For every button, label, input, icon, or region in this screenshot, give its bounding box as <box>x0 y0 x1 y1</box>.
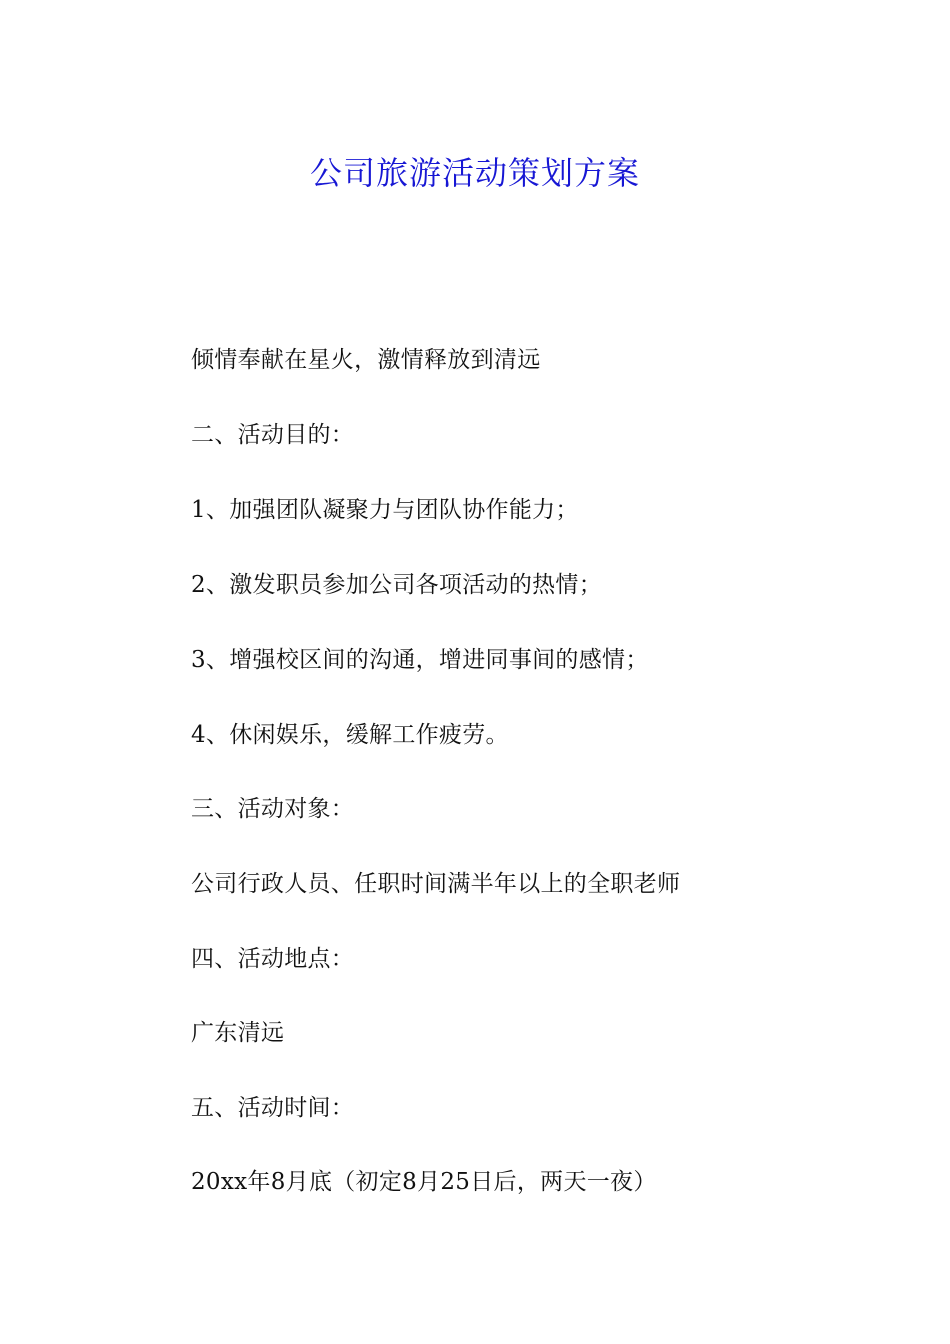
location-text: 广东清远 <box>191 1020 285 1046</box>
time-text: 20xx年8月底（初定8月25日后，两天一夜） <box>191 1169 657 1195</box>
section-heading-time: 五、活动时间： <box>191 1095 355 1121</box>
purpose-item-2: 2、激发职员参加公司各项活动的热情； <box>191 572 603 598</box>
purpose-item-3: 3、增强校区间的沟通，增进同事间的感情； <box>191 647 649 673</box>
purpose-item-4: 4、休闲娱乐，缓解工作疲劳。 <box>191 722 509 748</box>
participants-text: 公司行政人员、任职时间满半年以上的全职老师 <box>191 871 681 897</box>
section-heading-participants: 三、活动对象： <box>191 796 355 822</box>
document-title: 公司旅游活动策划方案 <box>309 154 640 193</box>
section-heading-purpose: 二、活动目的： <box>191 422 355 448</box>
slogan-line: 倾情奉献在星火，激情释放到清远 <box>191 347 541 373</box>
purpose-item-1: 1、加强团队凝聚力与团队协作能力； <box>191 497 579 523</box>
section-heading-location: 四、活动地点： <box>191 946 355 972</box>
